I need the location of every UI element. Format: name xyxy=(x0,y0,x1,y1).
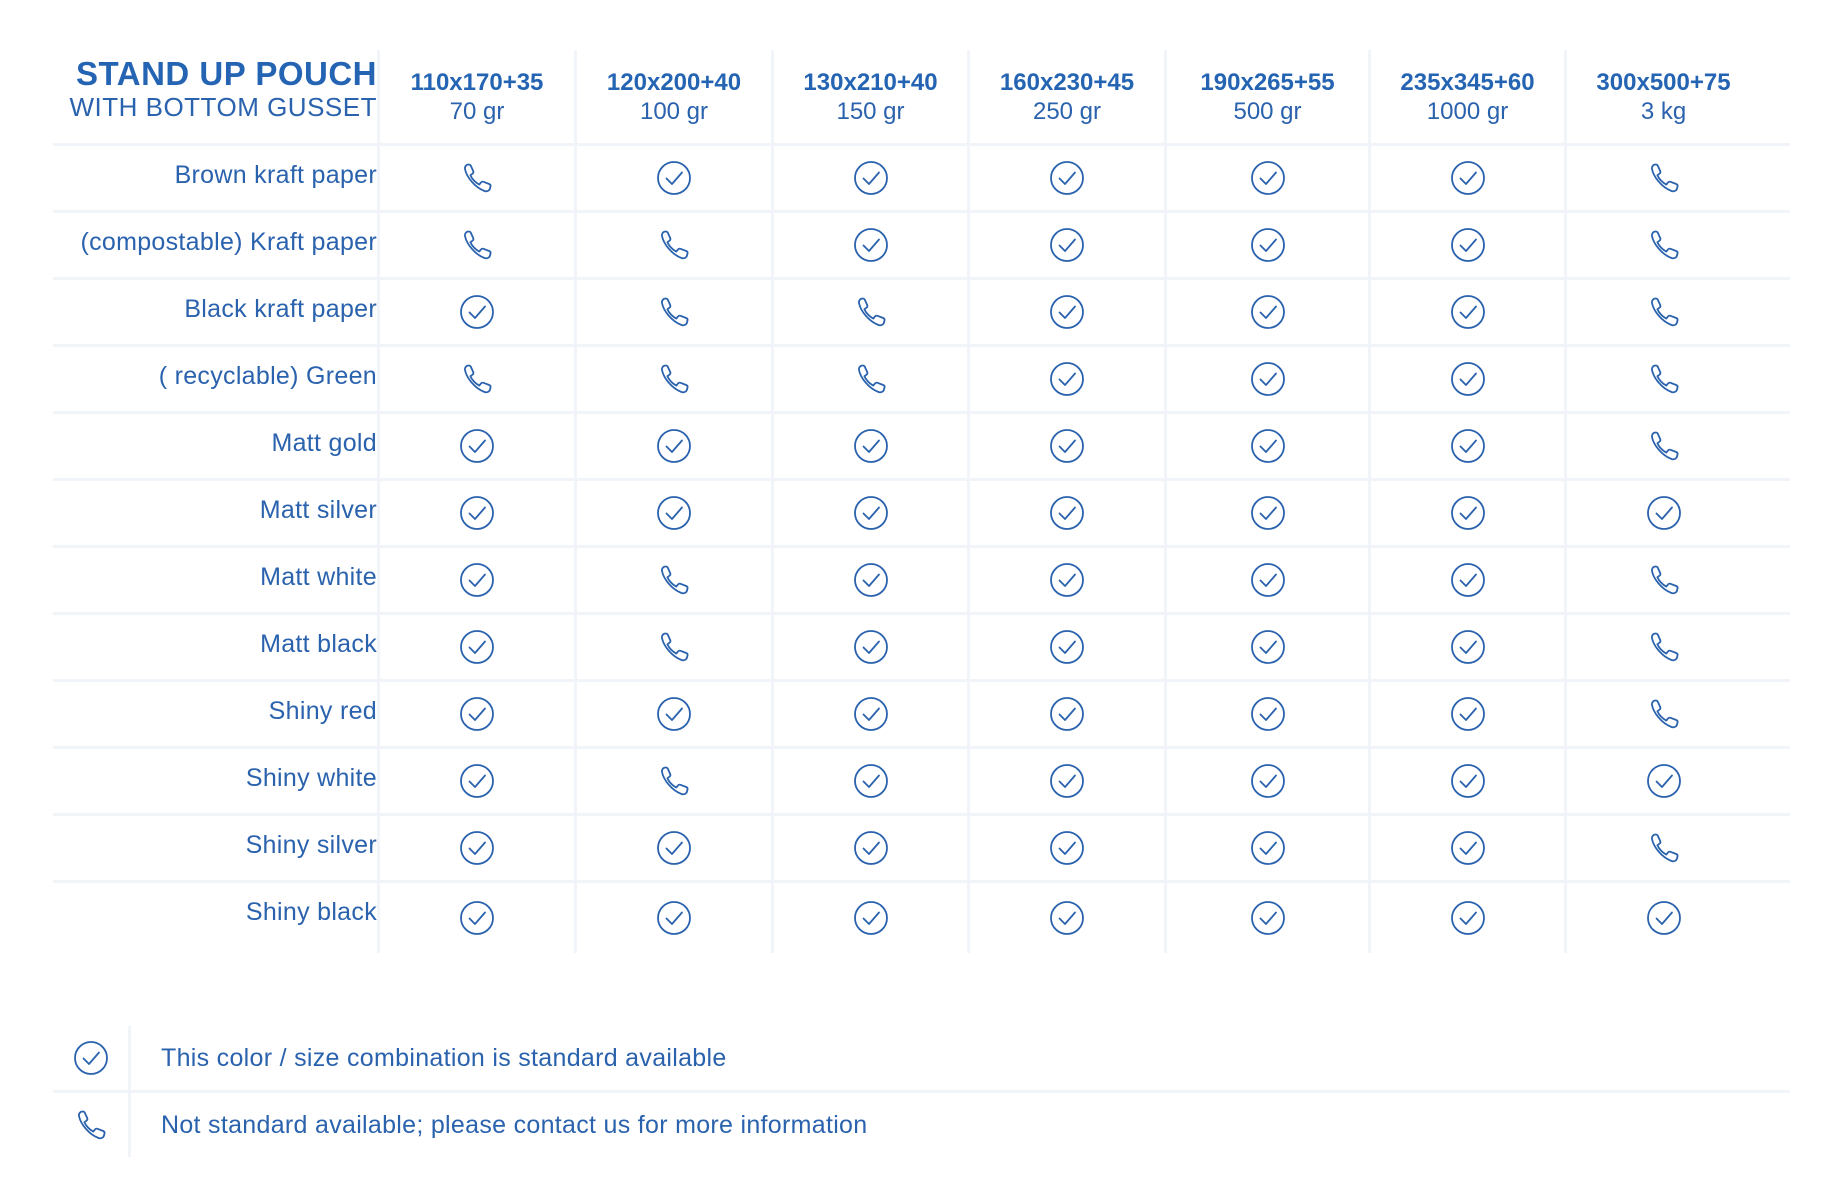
legend-icon-cell xyxy=(53,1093,131,1157)
check-circle-icon xyxy=(458,628,496,666)
row-label: Brown kraft paper xyxy=(174,161,377,189)
row-label: Shiny black xyxy=(245,898,377,926)
check-circle-icon xyxy=(458,494,496,532)
column-size: 235x345+60 xyxy=(1400,69,1535,96)
column-size: 130x210+40 xyxy=(803,69,938,96)
check-circle-icon xyxy=(1048,762,1086,800)
cell-available xyxy=(574,146,771,210)
cell-available xyxy=(574,816,771,880)
check-circle-icon xyxy=(458,695,496,733)
phone-icon xyxy=(1645,159,1683,197)
row-label: Matt silver xyxy=(259,496,377,524)
cell-available xyxy=(967,146,1164,210)
cell-available xyxy=(967,883,1164,953)
check-circle-icon xyxy=(1048,293,1086,331)
cell-available xyxy=(377,883,574,953)
check-circle-icon xyxy=(1249,293,1287,331)
table-row xyxy=(53,146,1790,213)
check-circle-icon xyxy=(1249,829,1287,867)
check-circle-icon xyxy=(1048,899,1086,937)
column-header xyxy=(771,50,967,143)
check-circle-icon xyxy=(1249,494,1287,532)
row-label: Matt black xyxy=(260,630,377,658)
cell-available xyxy=(771,481,967,545)
cell-contact xyxy=(574,280,771,344)
cell-contact xyxy=(1564,280,1760,344)
phone-icon xyxy=(655,561,693,599)
column-size: 160x230+45 xyxy=(999,69,1135,96)
column-header xyxy=(1368,50,1564,143)
table-row xyxy=(53,682,1790,749)
check-circle-icon xyxy=(1449,494,1487,532)
cell-contact xyxy=(1564,816,1760,880)
cell-available xyxy=(967,280,1164,344)
check-circle-icon xyxy=(852,561,890,599)
row-label: Black kraft paper xyxy=(184,295,377,323)
table-row xyxy=(53,749,1790,816)
cell-available xyxy=(1164,414,1368,478)
row-label: Shiny red xyxy=(268,697,377,725)
row-label: Matt white xyxy=(260,563,377,591)
cell-contact xyxy=(574,548,771,612)
column-size: 110x170+35 xyxy=(410,69,544,96)
check-circle-icon xyxy=(1449,762,1487,800)
column-weight: 70 gr xyxy=(449,98,505,125)
check-circle-icon xyxy=(1249,360,1287,398)
cell-available xyxy=(967,548,1164,612)
check-circle-icon xyxy=(852,899,890,937)
column-header xyxy=(967,50,1164,143)
check-circle-icon xyxy=(1048,159,1086,197)
cell-contact xyxy=(771,347,967,411)
phone-icon xyxy=(1645,628,1683,666)
check-circle-icon xyxy=(1249,695,1287,733)
check-circle-icon xyxy=(852,226,890,264)
row-label: Shiny white xyxy=(245,764,377,792)
cell-available xyxy=(1368,481,1564,545)
column-weight: 3 kg xyxy=(1640,98,1687,125)
check-circle-icon xyxy=(1449,360,1487,398)
legend-item xyxy=(53,1026,1790,1093)
header-row xyxy=(53,50,1790,146)
check-circle-icon xyxy=(458,427,496,465)
column-weight: 250 gr xyxy=(1032,98,1102,125)
check-circle-icon xyxy=(655,695,693,733)
cell-available xyxy=(1164,280,1368,344)
phone-icon xyxy=(655,293,693,331)
row-label: Shiny silver xyxy=(245,831,377,859)
cell-contact xyxy=(377,213,574,277)
cell-available xyxy=(1368,146,1564,210)
cell-contact xyxy=(1564,347,1760,411)
check-circle-icon xyxy=(655,829,693,867)
check-circle-icon xyxy=(458,561,496,599)
cell-available xyxy=(967,615,1164,679)
cell-available xyxy=(574,481,771,545)
cell-available xyxy=(1164,682,1368,746)
phone-icon xyxy=(1645,829,1683,867)
table-row xyxy=(53,816,1790,883)
cell-available xyxy=(771,414,967,478)
check-circle-icon xyxy=(1048,494,1086,532)
row-label: ( recyclable) Green xyxy=(158,362,377,390)
cell-available xyxy=(574,883,771,953)
cell-available xyxy=(1368,615,1564,679)
column-weight: 100 gr xyxy=(639,98,709,125)
cell-contact xyxy=(1564,682,1760,746)
check-circle-icon xyxy=(852,628,890,666)
phone-icon xyxy=(72,1106,110,1144)
check-circle-icon xyxy=(1249,628,1287,666)
check-circle-icon xyxy=(1048,427,1086,465)
phone-icon xyxy=(1645,293,1683,331)
cell-available xyxy=(1164,548,1368,612)
check-circle-icon xyxy=(1048,226,1086,264)
check-circle-icon xyxy=(1249,226,1287,264)
check-circle-icon xyxy=(1645,494,1683,532)
cell-available xyxy=(1164,213,1368,277)
check-circle-icon xyxy=(1249,427,1287,465)
phone-icon xyxy=(458,226,496,264)
check-circle-icon xyxy=(1048,829,1086,867)
check-circle-icon xyxy=(1449,628,1487,666)
cell-available xyxy=(377,816,574,880)
cell-available xyxy=(1164,749,1368,813)
cell-contact xyxy=(1564,548,1760,612)
check-circle-icon xyxy=(1449,695,1487,733)
phone-icon xyxy=(655,628,693,666)
cell-contact xyxy=(574,615,771,679)
phone-icon xyxy=(1645,427,1683,465)
check-circle-icon xyxy=(458,829,496,867)
table-row xyxy=(53,883,1790,953)
column-weight: 500 gr xyxy=(1233,98,1302,125)
table-body xyxy=(53,146,1790,953)
cell-available xyxy=(377,682,574,746)
cell-available xyxy=(1164,615,1368,679)
cell-contact xyxy=(1564,414,1760,478)
table-row xyxy=(53,481,1790,548)
table-row xyxy=(53,280,1790,347)
cell-available xyxy=(1368,682,1564,746)
check-circle-icon xyxy=(1249,561,1287,599)
table-row xyxy=(53,548,1790,615)
phone-icon xyxy=(1645,695,1683,733)
cell-available xyxy=(377,481,574,545)
check-circle-icon xyxy=(1048,561,1086,599)
check-circle-icon xyxy=(1048,628,1086,666)
cell-available xyxy=(771,816,967,880)
cell-contact xyxy=(377,146,574,210)
check-circle-icon xyxy=(1048,360,1086,398)
cell-contact xyxy=(771,280,967,344)
check-circle-icon xyxy=(1449,899,1487,937)
check-circle-icon xyxy=(1449,293,1487,331)
phone-icon xyxy=(852,360,890,398)
check-circle-icon xyxy=(1249,899,1287,937)
phone-icon xyxy=(1645,360,1683,398)
cell-available xyxy=(771,146,967,210)
check-circle-icon xyxy=(458,899,496,937)
cell-available xyxy=(1368,280,1564,344)
table-row xyxy=(53,213,1790,280)
cell-available xyxy=(1368,347,1564,411)
cell-available xyxy=(1564,883,1760,953)
phone-icon xyxy=(458,360,496,398)
cell-contact xyxy=(574,347,771,411)
cell-available xyxy=(967,749,1164,813)
cell-available xyxy=(377,414,574,478)
cell-available xyxy=(377,749,574,813)
cell-available xyxy=(574,414,771,478)
legend-icon-cell xyxy=(53,1026,131,1090)
column-header xyxy=(1164,50,1368,143)
phone-icon xyxy=(655,226,693,264)
check-circle-icon xyxy=(852,427,890,465)
cell-contact xyxy=(574,749,771,813)
cell-contact xyxy=(377,347,574,411)
check-circle-icon xyxy=(852,762,890,800)
cell-available xyxy=(967,481,1164,545)
cell-available xyxy=(1564,749,1760,813)
column-header xyxy=(377,50,574,143)
cell-contact xyxy=(1564,615,1760,679)
cell-available xyxy=(574,682,771,746)
check-circle-icon xyxy=(1048,695,1086,733)
check-circle-icon xyxy=(1449,561,1487,599)
table-row xyxy=(53,347,1790,414)
legend-text: This color / size combination is standard available xyxy=(161,1043,727,1072)
check-circle-icon xyxy=(1449,427,1487,465)
check-circle-icon xyxy=(852,829,890,867)
phone-icon xyxy=(655,762,693,800)
phone-icon xyxy=(852,293,890,331)
check-circle-icon xyxy=(458,762,496,800)
cell-available xyxy=(967,213,1164,277)
check-circle-icon xyxy=(852,695,890,733)
cell-available xyxy=(967,682,1164,746)
column-weight: 1000 gr xyxy=(1426,98,1509,125)
cell-available xyxy=(771,749,967,813)
cell-available xyxy=(1368,414,1564,478)
table-title xyxy=(53,50,377,143)
check-circle-icon xyxy=(1449,159,1487,197)
column-header xyxy=(1564,50,1760,143)
check-circle-icon xyxy=(1449,226,1487,264)
cell-available xyxy=(1164,883,1368,953)
legend-text: Not standard available; please contact us for more information xyxy=(161,1110,868,1139)
cell-available xyxy=(1368,883,1564,953)
cell-contact xyxy=(1564,213,1760,277)
check-circle-icon xyxy=(1249,762,1287,800)
cell-available xyxy=(1368,816,1564,880)
check-circle-icon xyxy=(1449,829,1487,867)
cell-available xyxy=(1164,481,1368,545)
cell-available xyxy=(1164,347,1368,411)
column-size: 300x500+75 xyxy=(1596,69,1731,96)
cell-available xyxy=(967,414,1164,478)
title-subtitle: WITH BOTTOM GUSSET xyxy=(69,92,377,122)
cell-available xyxy=(771,682,967,746)
legend xyxy=(53,1026,1790,1157)
cell-available xyxy=(1164,816,1368,880)
cell-available xyxy=(1368,213,1564,277)
cell-available xyxy=(967,816,1164,880)
cell-available xyxy=(771,548,967,612)
cell-contact xyxy=(574,213,771,277)
row-label: Matt gold xyxy=(271,429,377,457)
legend-item xyxy=(53,1093,1790,1157)
cell-available xyxy=(377,548,574,612)
column-weight: 150 gr xyxy=(836,98,905,125)
column-size: 190x265+55 xyxy=(1200,69,1335,96)
availability-matrix xyxy=(53,50,1790,953)
cell-available xyxy=(1368,548,1564,612)
check-circle-icon xyxy=(655,427,693,465)
cell-available xyxy=(967,347,1164,411)
cell-available xyxy=(377,280,574,344)
table-row xyxy=(53,414,1790,481)
cell-available xyxy=(771,615,967,679)
cell-available xyxy=(377,615,574,679)
cell-available xyxy=(771,213,967,277)
check-circle-icon xyxy=(1249,159,1287,197)
check-circle-icon xyxy=(655,899,693,937)
check-circle-icon xyxy=(72,1039,110,1077)
check-circle-icon xyxy=(655,494,693,532)
column-header xyxy=(574,50,771,143)
row-label: (compostable) Kraft paper xyxy=(80,228,377,256)
check-circle-icon xyxy=(1645,899,1683,937)
phone-icon xyxy=(1645,561,1683,599)
title-main: STAND UP POUCH xyxy=(76,55,377,92)
cell-available xyxy=(1164,146,1368,210)
column-size: 120x200+40 xyxy=(606,69,742,96)
cell-contact xyxy=(1564,146,1760,210)
cell-available xyxy=(1564,481,1760,545)
table-row xyxy=(53,615,1790,682)
check-circle-icon xyxy=(852,159,890,197)
check-circle-icon xyxy=(1645,762,1683,800)
phone-icon xyxy=(1645,226,1683,264)
phone-icon xyxy=(655,360,693,398)
cell-available xyxy=(771,883,967,953)
check-circle-icon xyxy=(458,293,496,331)
phone-icon xyxy=(458,159,496,197)
check-circle-icon xyxy=(655,159,693,197)
cell-available xyxy=(1368,749,1564,813)
check-circle-icon xyxy=(852,494,890,532)
